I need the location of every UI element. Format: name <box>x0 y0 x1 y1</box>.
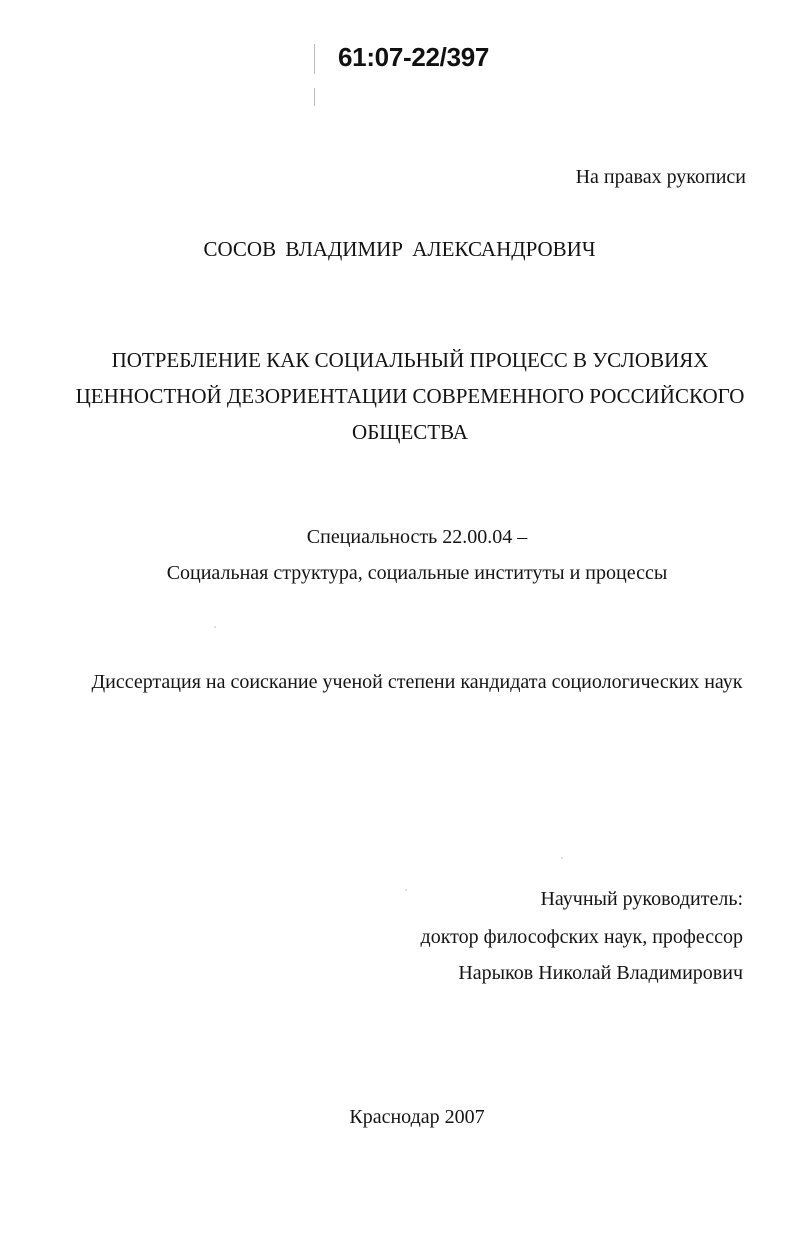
advisor-label: Научный руководитель: <box>540 888 743 910</box>
author-name: СОСОВ ВЛАДИМИР АЛЕКСАНДРОВИЧ <box>203 237 596 261</box>
scan-mark <box>314 88 315 106</box>
archive-stamp: 61:07-22/397 <box>338 42 490 72</box>
scan-mark <box>314 44 315 74</box>
specialty-code: Специальность 22.00.04 – <box>306 526 528 548</box>
scan-speck <box>214 626 216 628</box>
city-year: Краснодар 2007 <box>349 1106 485 1128</box>
rights-note: На правах рукописи <box>575 166 746 188</box>
title-line: ПОТРЕБЛЕНИЕ КАК СОЦИАЛЬНЫЙ ПРОЦЕСС В УСЛОВИЯХ <box>111 348 709 372</box>
advisor-degree: доктор философских наук, профессор <box>420 926 743 948</box>
title-line: ЦЕННОСТНОЙ ДЕЗОРИЕНТАЦИИ СОВРЕМЕННОГО РОССИЙСКОГО <box>75 384 745 408</box>
degree-statement: Диссертация на соискание ученой степени кандидата социологических наук <box>91 671 743 693</box>
advisor-name: Нарыков Николай Владимирович <box>458 962 743 984</box>
scan-speck <box>405 889 407 891</box>
title-line: ОБЩЕСТВА <box>352 420 468 444</box>
thesis-title <box>60 342 760 450</box>
specialty-name: Социальная структура, социальные институты и процессы <box>166 562 668 584</box>
scan-speck <box>561 857 563 859</box>
